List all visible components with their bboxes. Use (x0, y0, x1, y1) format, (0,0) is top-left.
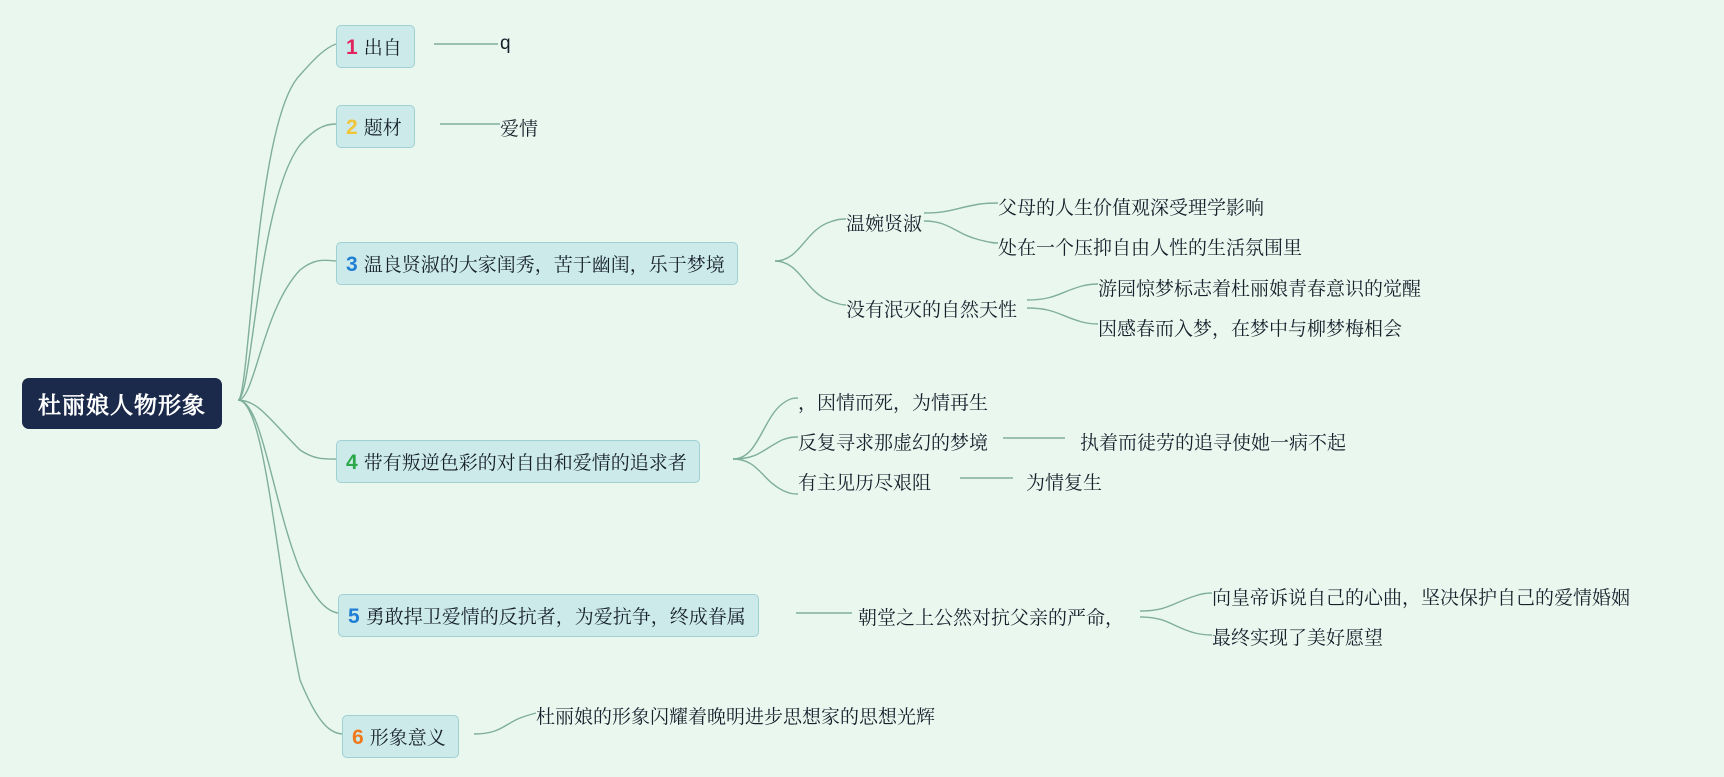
branch-label-3: 温良贤淑的大家闺秀，苦于幽闺，乐于梦境 (363, 255, 725, 276)
branch-node-2[interactable] (336, 105, 415, 148)
branch-label-1: 出自 (363, 38, 402, 59)
branch-label-6: 形象意义 (369, 728, 446, 749)
leaf-node-3-2-1[interactable]: 游园惊梦标志着杜丽娘青春意识的觉醒 (1098, 279, 1422, 300)
leaf-node-6-1[interactable]: 杜丽娘的形象闪耀着晚明进步思想家的思想光辉 (536, 707, 936, 728)
sub-node-5-1[interactable]: 朝堂之上公然对抗父亲的严命， (858, 608, 1125, 629)
branch-node-6[interactable] (342, 715, 459, 758)
branch-number-6: 6 (352, 726, 364, 749)
branch-number-5: 5 (348, 605, 360, 628)
sub-node-4-1[interactable]: ，因情而死，为情再生 (798, 393, 989, 414)
leaf-node-2-1[interactable]: 爱情 (500, 119, 539, 140)
branch-node-3[interactable] (336, 242, 738, 285)
branch-label-5: 勇敢捍卫爱情的反抗者，为爱抗争，终成眷属 (365, 607, 746, 628)
branch-number-3: 3 (346, 253, 358, 276)
branch-node-4[interactable] (336, 440, 700, 483)
leaf-node-5-1-2[interactable]: 最终实现了美好愿望 (1212, 628, 1384, 649)
root-node[interactable]: 杜丽娘人物形象 (22, 378, 222, 429)
sub-node-4-3[interactable]: 有主见历尽艰阻 (798, 473, 932, 494)
sub-node-3-1[interactable]: 温婉贤淑 (846, 214, 923, 235)
branch-node-5[interactable] (338, 594, 759, 637)
leaf-node-3-1-1[interactable]: 父母的人生价值观深受理学影响 (998, 198, 1265, 219)
sub-node-3-2[interactable]: 没有泯灭的自然天性 (846, 300, 1018, 321)
branch-number-1: 1 (346, 36, 358, 59)
sub-node-4-2[interactable]: 反复寻求那虚幻的梦境 (798, 433, 989, 454)
leaf-node-3-2-2[interactable]: 因感春而入梦，在梦中与柳梦梅相会 (1098, 319, 1403, 340)
branch-number-4: 4 (346, 451, 358, 474)
leaf-node-5-1-1[interactable]: 向皇帝诉说自己的心曲，坚决保护自己的爱情婚姻 (1212, 588, 1631, 609)
leaf-node-4-3-1[interactable]: 为情复生 (1026, 473, 1103, 494)
leaf-node-3-1-2[interactable]: 处在一个压抑自由人性的生活氛围里 (998, 238, 1303, 259)
leaf-node-4-2-1[interactable]: 执着而徒劳的追寻使她一病不起 (1080, 433, 1347, 454)
branch-label-4: 带有叛逆色彩的对自由和爱情的追求者 (363, 453, 687, 474)
branch-number-2: 2 (346, 116, 358, 139)
branch-node-1[interactable] (336, 25, 415, 68)
leaf-node-1-1[interactable]: q (500, 33, 511, 54)
branch-label-2: 题材 (363, 118, 402, 139)
